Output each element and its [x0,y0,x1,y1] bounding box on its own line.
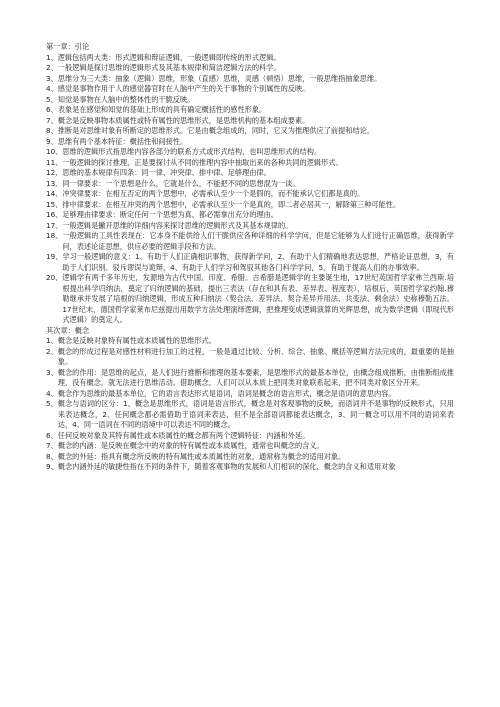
item-text: 概念的内涵：是反映在概念中的对象的特有属性或本质属性，通常也叫概念的含义。 [57,441,324,450]
list-item [46,389,454,400]
item-text: 一般逻辑是撇开思维的详细内容来探讨思维的逻辑形式及其基本规律的。 [62,220,293,230]
list-item [46,116,454,127]
item-text: 概念的作用：是思维的起点，是人们进行推断和推理的基本要素，是思维形式的最基本单位，由概念组成推断，由推断组成推理，没有概念，就无法进行思维活动。借助概念，人们可以从本质上把同类对象联系起来，把不同类对象区分开来。 [57,367,454,387]
item-text: 概念作为思维的最基本单位，它的语言表达形式是语词，语词是概念的语言形式，概念是语词的意思内容。 [57,388,396,398]
list-item [46,347,454,368]
item-text: 知觉是事物在人脑中的整体性的干脆反映。 [57,94,195,104]
item-number: 4、 [46,84,58,93]
list-item [46,63,454,74]
item-number: 4、 [46,388,58,398]
list-item [46,147,454,158]
item-number: 13、 [46,178,63,188]
list-item [46,273,454,326]
item-number: 7、 [46,115,58,125]
chapter-heading: 其次章：概念 [46,325,90,335]
list-item [46,137,454,148]
item-number: 8、 [46,126,58,135]
list-item [46,336,454,347]
item-text: 排中律要求：在相互冲突的两个思想中，必需承认至少一个是真的，即二者必居其一，解除第三种可能性。 [62,199,401,209]
list-item [46,221,454,232]
item-text: 概念是反映事物本质属性或特有属性的思维形式，是思维机构的基本组成要素。 [57,115,310,125]
list-item [46,399,454,431]
list-item [46,158,454,169]
list-item [46,200,454,211]
list-item [46,105,454,116]
item-text: 一般逻辑的工具性表现在：它本身不能供给人们干脆供应各种详细的科学学问，但是它能够为人们进行正确思维，获得新学问，表述论证思想，供应必要的逻辑手段和方法。 [62,231,454,251]
list-item [46,126,454,137]
item-text: 同一律要求：一个思想是什么，它就是什么，不能把不同的思想混为一谈。 [62,178,300,188]
item-number: 6、 [46,105,58,114]
item-text: 思维的逻辑形式指思维内容各部分的联系方式或形式结构，也叫思维形式的结构。 [62,147,322,156]
list-item [46,452,454,463]
item-number: 19、 [46,252,63,261]
chapter-heading: 第一章：引论 [46,42,90,51]
item-number: 6、 [46,430,58,440]
item-text: 思维的基本规律有四条：同一律、冲突律、排中律、足够理由律。 [62,168,271,177]
list-item [46,179,454,190]
item-text: 概念的形成过程是对感性材料进行加工的过程，一般是通过比较、分析、综合、抽象、概括等逻辑方法完成的，最重要的是抽象。 [57,346,454,366]
item-text: 一般逻辑是探讨思维的逻辑形式及其基本规律和简洁逻辑方法的科学。 [57,63,281,72]
item-number: 20、 [46,273,63,282]
item-text: 逻辑学有两千多年历史，发源地为古代中国、印度、希腊。古希腊是逻辑学的主要诞生地，17世纪英国哲学家弗兰西斯.培根提出科学归纳法，奠定了归纳逻辑的基础，提出三表法（存在和具有表、差异表、程度表），培根后，英国哲学家约翰.穆勒继承并发展了培根的归纳逻辑，形成五种归纳法（契合法、差异法、契合差异并用法、共变法、剩余法）史称穆勒五法。17世纪末，德国哲学家莱布尼兹提出用数学方法处理演绎逻辑，把推理变成逻辑演算的光辉思想，成为数学逻辑（即现代形式逻辑）的奠定人。 [62,273,454,324]
item-text: 任何反映对象及其特有属性或本质属性的概念都有两个逻辑特征：内涵和外延。 [57,430,310,440]
list-item [46,74,454,85]
list-item [46,210,454,221]
list-item [46,431,454,442]
item-text: 感觉是事物作用于人的感觉器官时在人脑中产生的关于事物的个别属性的反映。 [57,84,310,93]
list-item [46,441,454,452]
item-number: 2、 [46,63,58,72]
list-item [46,231,454,252]
item-text: 学习一般逻辑的意义：1、有助于人们正确相识事物，获得新学问，2、有助于人们精确地表达思想，严格论证思想，3，有助于人们识别、驳斥谬误与诡辩，4、有助于人们学习和驾驭其他各门科学学问，5、有助于提高人们的办事效率。 [62,252,454,272]
item-number: 11、 [46,157,63,167]
item-number: 10、 [46,147,63,156]
list-item [46,462,454,473]
item-number: 16、 [46,210,63,219]
item-number: 5、 [46,399,58,408]
item-text: 足够理由律要求：断定任何一个思想为真，都必需拿出充分的理由。 [62,210,278,219]
list-item [46,84,454,95]
item-text: 概念与语词的区分：1、概念是思维形式，语词是语言形式，概念是对客观事物的反映，而语词并不是事物的反映形式，只用来表达概念，2、任何概念都必需借助于语词来表达，但不是全部语词都能表达概念，3、同一概念可以用不同的语词来表达，4、同一语词在不同的语境中可以表达不同的概念。 [57,399,454,429]
list-item [46,95,454,106]
item-text: 思维有两个基本特征：概括性和间接性。 [57,136,188,146]
item-text: 概念是反映对象特有属性或本质属性的思维形式。 [57,336,216,345]
item-text: 思维分为三大类：抽象（逻辑）思维，形象（直感）思维，灵感（顿悟）思维，一般思维指抽象思维。 [57,73,382,83]
item-number: 2、 [46,346,58,356]
item-number: 18、 [46,231,63,240]
item-number: 8、 [46,451,58,461]
item-number: 17、 [46,220,63,230]
item-text: 逻辑包括两大类：形式逻辑和辩证逻辑，一般逻辑即传统的形式逻辑。 [57,52,281,62]
list-item [46,189,454,200]
list-item [46,252,454,273]
item-number: 1、 [46,336,58,345]
item-number: 3、 [46,73,58,83]
item-number: 3、 [46,367,58,377]
item-text: 概念内涵外延的敏捷性指在不同的条件下，随着客观事物的发展和人们相识的深化，概念的含义和适用对象 [57,462,396,471]
item-number: 7、 [46,441,58,450]
item-text: 表象是在感觉和知觉的基础上形成的具有确定概括性的感性形象。 [57,105,267,114]
item-number: 15、 [46,199,63,209]
item-number: 1、 [46,52,58,62]
item-text: 推断是对思维对象有所断定的思维形式。它是由概念组成的，同时，它又为推理供应了前提和结论。 [57,126,375,135]
item-text: 一般逻辑的探讨推理，正是要探讨从不同的推理内容中抽取出来的各种共同的逻辑形式。 [62,157,343,167]
item-number: 9、 [46,136,58,146]
item-number: 14、 [46,189,63,198]
item-text: 概念的外延：指具有概念所反映的特有属性或本质属性的对象，通常称为概念的适用对象。 [57,451,346,461]
list-item [46,53,454,64]
list-item [46,168,454,179]
item-number: 5、 [46,94,58,104]
item-number: 9、 [46,462,58,471]
item-number: 12、 [46,168,63,177]
list-item [46,368,454,389]
item-text: 冲突律要求：在相互否定的两个思想中，必需承认至少一个是假的，而不能承认它们都是真的。 [62,189,365,198]
